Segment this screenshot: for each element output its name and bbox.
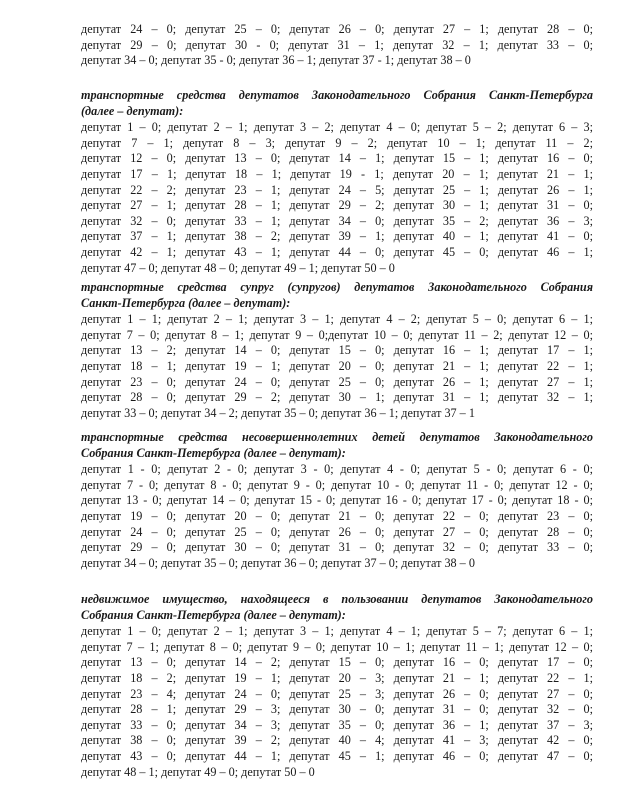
data-line: депутат 13 – 2; депутат 14 – 0; депутат 15 – 0; депутат 16 – 1; депутат 17 – 1; — [81, 343, 593, 358]
data-line: депутат 1 – 0; депутат 2 – 1; депутат 3 – 2; депутат 4 – 0; депутат 5 – 2; депутат 6 – 3; — [81, 120, 593, 135]
data-line: депутат 38 – 0; депутат 39 – 2; депутат 40 – 4; депутат 41 – 3; депутат 42 – 0; — [81, 733, 593, 748]
data-line: депутат 7 – 1; депутат 8 – 3; депутат 9 – 2; депутат 10 – 1; депутат 11 – 2; — [81, 135, 593, 150]
data-line: депутат 32 – 0; депутат 33 – 1; депутат 34 – 0; депутат 35 – 2; депутат 36 – 3; — [81, 213, 593, 228]
data-line: депутат 1 - 0; депутат 2 - 0; депутат 3 - 0; депутат 4 - 0; депутат 5 - 0; депутат 6 - 0; — [81, 462, 593, 477]
section-heading-line: Собрания Санкт-Петербурга (далее – депутат): — [81, 445, 346, 460]
data-line: депутат 7 - 0; депутат 8 - 0; депутат 9 - 0; депутат 10 - 0; депутат 11 - 0; депутат 12 - 0; — [81, 477, 593, 492]
data-line: депутат 47 – 0; депутат 48 – 0; депутат 49 – 1; депутат 50 – 0 — [81, 260, 395, 275]
data-line: депутат 34 – 0; депутат 35 - 0; депутат 36 – 1; депутат 37 - 1; депутат 38 – 0 — [81, 53, 471, 68]
data-line: депутат 33 – 0; депутат 34 – 2; депутат 35 – 0; депутат 36 – 1; депутат 37 – 1 — [81, 405, 475, 420]
data-line: депутат 12 – 0; депутат 13 – 0; депутат 14 – 1; депутат 15 – 1; депутат 16 – 0; — [81, 151, 593, 166]
section-heading-line: (далее – депутат): — [81, 103, 184, 118]
section-heading-line: транспортные средства супруг (супругов) депутатов Законодательного Собрания — [81, 280, 593, 294]
data-line: депутат 37 – 1; депутат 38 – 2; депутат 39 – 1; депутат 40 – 1; депутат 41 – 0; — [81, 229, 593, 244]
data-line: депутат 24 – 0; депутат 25 – 0; депутат 26 – 0; депутат 27 – 0; депутат 28 – 0; — [81, 524, 593, 539]
data-line: депутат 1 – 1; депутат 2 – 1; депутат 3 – 1; депутат 4 – 2; депутат 5 – 0; депутат 6 – 1; — [81, 312, 593, 327]
data-line: депутат 18 – 2; депутат 19 – 1; депутат 20 – 3; депутат 21 – 1; депутат 22 – 1; — [81, 671, 593, 685]
data-line: депутат 23 – 4; депутат 24 – 0; депутат 25 – 3; депутат 26 – 0; депутат 27 – 0; — [81, 686, 593, 701]
section-heading-line: транспортные средства депутатов Законодательного Собрания Санкт-Петербурга — [81, 88, 593, 102]
section-heading-line: транспортные средства несовершеннолетних детей депутатов Законодательного — [81, 430, 593, 444]
data-line: депутат 17 – 1; депутат 18 – 1; депутат 19 - 1; депутат 20 – 1; депутат 21 – 1; — [81, 167, 593, 181]
section-heading-line: Санкт-Петербурга (далее – депутат): — [81, 295, 291, 310]
data-line: депутат 19 – 0; депутат 20 – 0; депутат 21 – 0; депутат 22 – 0; депутат 23 – 0; — [81, 509, 593, 523]
data-line: депутат 22 – 2; депутат 23 – 1; депутат 24 – 5; депутат 25 – 1; депутат 26 – 1; — [81, 182, 593, 197]
data-line: депутат 7 – 0; депутат 8 – 1; депутат 9 – 0;депутат 10 – 0; депутат 11 – 2; депутат 12 – 0; — [81, 327, 593, 342]
data-line: депутат 13 - 0; депутат 14 – 0; депутат 15 - 0; депутат 16 - 0; депутат 17 - 0; депутат 18 - 0; — [81, 493, 593, 508]
data-line: депутат 24 – 0; депутат 25 – 0; депутат 26 – 0; депутат 27 – 1; депутат 28 – 0; — [81, 22, 593, 36]
section-heading-line: Собрания Санкт-Петербурга (далее – депутат): — [81, 607, 346, 622]
data-line: депутат 33 – 0; депутат 34 – 3; депутат 35 – 0; депутат 36 – 1; депутат 37 – 3; — [81, 717, 593, 732]
data-line: депутат 42 – 1; депутат 43 – 1; депутат 44 – 0; депутат 45 – 0; депутат 46 – 1; — [81, 245, 593, 259]
section-heading-line: недвижимое имущество, находящееся в пользовании депутатов Законодательного — [81, 592, 593, 606]
data-line: депутат 28 – 0; депутат 29 – 2; депутат 30 – 1; депутат 31 – 1; депутат 32 – 1; — [81, 390, 593, 405]
data-line: депутат 7 – 1; депутат 8 – 0; депутат 9 – 0; депутат 10 – 1; депутат 11 – 1; депутат 12 – 0; — [81, 639, 593, 654]
data-line: депутат 34 – 0; депутат 35 – 0; депутат 36 – 0; депутат 37 – 0; депутат 38 – 0 — [81, 555, 475, 570]
data-line: депутат 1 – 0; депутат 2 – 1; депутат 3 – 1; депутат 4 – 1; депутат 5 – 7; депутат 6 – 1; — [81, 624, 593, 639]
data-line: депутат 23 – 0; депутат 24 – 0; депутат 25 – 0; депутат 26 – 1; депутат 27 – 1; — [81, 374, 593, 389]
data-line: депутат 29 – 0; депутат 30 - 0; депутат 31 – 1; депутат 32 – 1; депутат 33 – 0; — [81, 37, 593, 52]
data-line: депутат 48 – 1; депутат 49 – 0; депутат 50 – 0 — [81, 764, 315, 779]
data-line: депутат 27 – 1; депутат 28 – 1; депутат 29 – 2; депутат 30 – 1; депутат 31 – 0; — [81, 198, 593, 213]
data-line: депутат 18 – 1; депутат 19 – 1; депутат 20 – 0; депутат 21 – 1; депутат 22 – 1; — [81, 359, 593, 373]
data-line: депутат 43 – 0; депутат 44 – 1; депутат 45 – 1; депутат 46 – 0; депутат 47 – 0; — [81, 749, 593, 763]
data-line: депутат 28 – 1; депутат 29 – 3; депутат 30 – 0; депутат 31 – 0; депутат 32 – 0; — [81, 702, 593, 717]
data-line: депутат 29 – 0; депутат 30 – 0; депутат 31 – 0; депутат 32 – 0; депутат 33 – 0; — [81, 540, 593, 555]
data-line: депутат 13 – 0; депутат 14 – 2; депутат 15 – 0; депутат 16 – 0; депутат 17 – 0; — [81, 655, 593, 670]
